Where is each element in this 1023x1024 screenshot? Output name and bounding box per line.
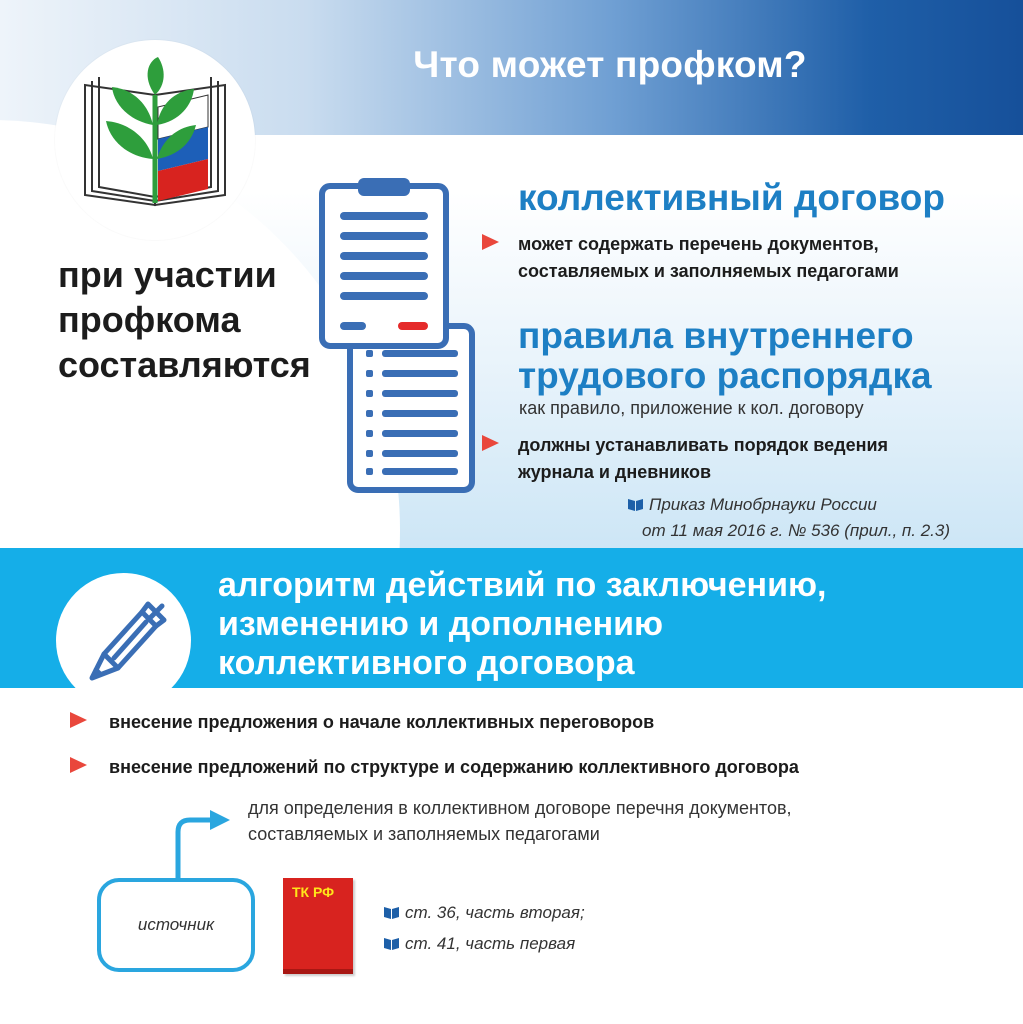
rules-bullet-line-2: журнала и дневников: [518, 462, 712, 482]
red-triangle-icon: [482, 435, 499, 451]
open-book-icon: [384, 937, 399, 950]
article-1-text: ст. 36, часть вторая;: [405, 903, 585, 922]
reference-line-1: Приказ Минобрнауки России: [649, 495, 877, 514]
participation-line-1: при участии: [58, 254, 277, 295]
participation-line-2: профкома: [58, 299, 241, 340]
collective-agreement-bullet: [482, 231, 1002, 285]
connector-arrow-icon: [150, 798, 260, 888]
algorithm-title-line-1: алгоритм действий по заключению,: [218, 566, 827, 604]
article-1: [384, 903, 585, 923]
algorithm-step-2-text: внесение предложений по структуре и содержанию коллективного договора: [109, 757, 799, 777]
rules-note: как правило, приложение к кол. договору: [519, 398, 864, 418]
red-triangle-icon: [70, 757, 87, 773]
red-triangle-icon: [482, 234, 499, 250]
labor-code-book-icon: [283, 878, 353, 974]
collective-bullet-line-1: может содержать перечень документов,: [518, 234, 879, 254]
labor-code-label: ТК РФ: [292, 884, 335, 900]
collective-bullet-line-2: составляемых и заполняемых педагогами: [518, 261, 899, 281]
algorithm-title-line-3: коллективного договора: [218, 644, 635, 682]
internal-rules-heading-line-1: правила внутреннего: [518, 315, 914, 356]
documents-icon: [318, 176, 478, 496]
pen-icon: [78, 594, 172, 688]
algorithm-title-line-2: изменению и дополнению: [218, 605, 664, 643]
red-triangle-icon: [70, 712, 87, 728]
algorithm-step-1-text: внесение предложения о начале коллективных переговоров: [109, 712, 655, 732]
internal-rules-bullet: [482, 432, 1002, 486]
purpose-line-2: составляемых и заполняемых педагогами: [248, 824, 600, 844]
open-book-icon: [384, 906, 399, 919]
open-book-icon: [628, 498, 643, 511]
source-box: [97, 878, 255, 972]
internal-rules-heading-line-2: трудового распорядка: [518, 355, 932, 396]
rules-bullet-line-1: должны устанавливать порядок ведения: [518, 435, 889, 455]
algorithm-title: [218, 566, 1008, 683]
reference-line-2: от 11 мая 2016 г. № 536 (прил., п. 2.3): [642, 521, 950, 540]
order-reference: [628, 492, 1008, 544]
collective-agreement-heading: коллективный договор: [518, 177, 945, 218]
algorithm-step-2: [70, 754, 1010, 781]
purpose-note: [248, 795, 968, 847]
union-logo-icon: [70, 55, 240, 215]
page-title: Что может профком?: [413, 44, 807, 85]
participation-heading: [58, 252, 348, 387]
internal-rules-heading: [518, 316, 998, 396]
article-2-text: ст. 41, часть первая: [405, 934, 576, 953]
purpose-line-1: для определения в коллективном договоре перечня документов,: [248, 798, 792, 818]
source-label: источник: [137, 915, 215, 934]
article-2: [384, 934, 575, 954]
algorithm-step-1: [70, 709, 970, 736]
participation-line-3: составляются: [58, 344, 311, 385]
